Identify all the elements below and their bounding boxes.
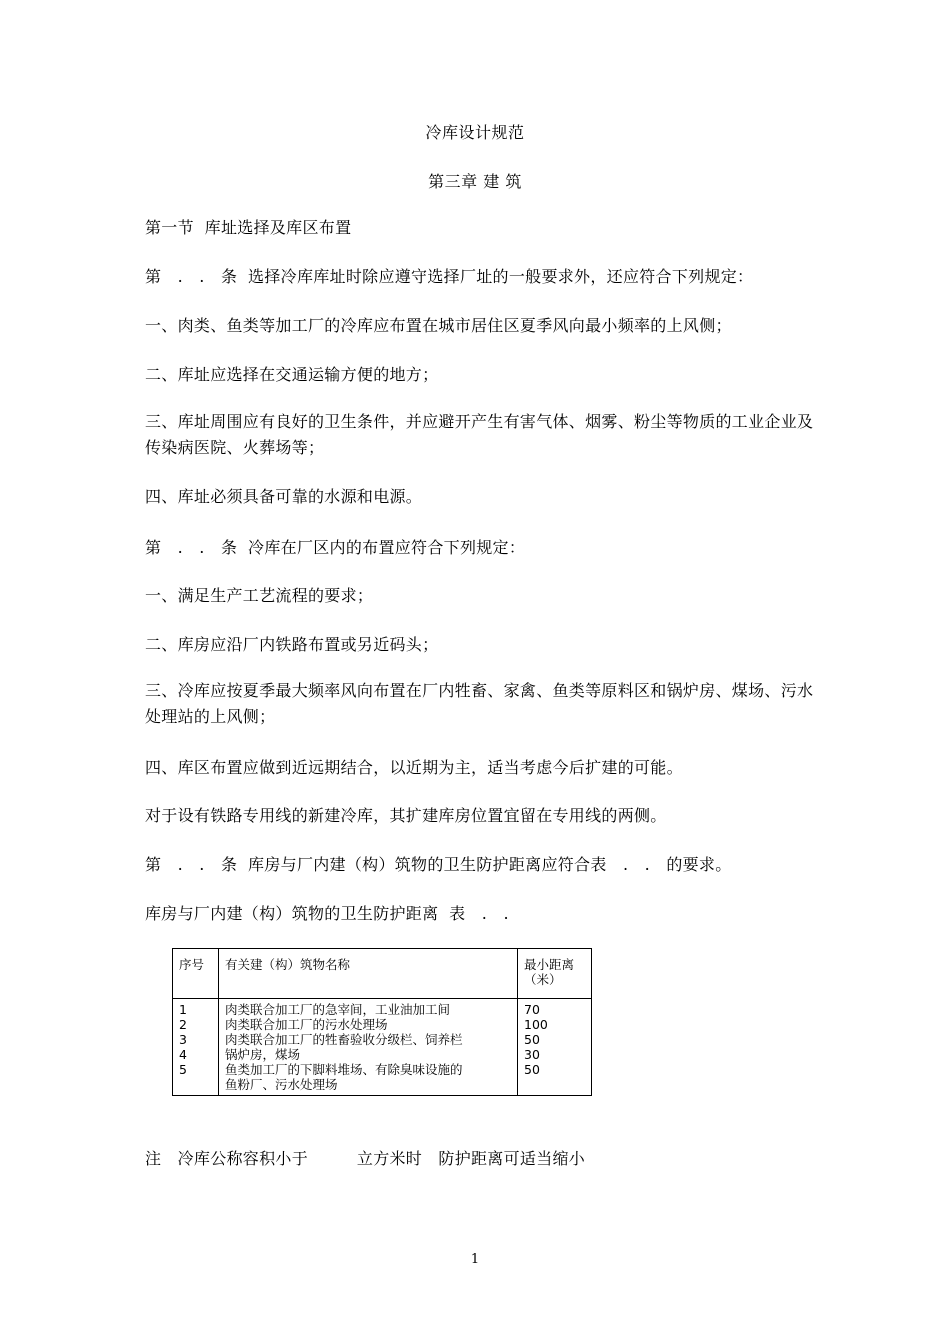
paragraph: 二、库房应沿厂内铁路布置或另近码头； (145, 635, 439, 654)
paragraph: 二、库址应选择在交通运输方便的地方； (145, 365, 439, 384)
facility-name: 肉类联合加工厂的急宰间，工业油加工间 (225, 1002, 451, 1017)
facility-name: 鱼粉厂、污水处理场 (225, 1077, 338, 1092)
paragraph: 一、满足生产工艺流程的要求； (145, 586, 374, 605)
min-distance: 50 (524, 1032, 540, 1047)
paragraph: 对于设有铁路专用线的新建冷库，其扩建库房位置宜留在专用线的两侧。 (145, 806, 667, 825)
name-cell (219, 999, 518, 1096)
section-heading: 第一节 库址选择及库区布置 (145, 218, 352, 237)
paragraph: 三、冷库应按夏季最大频率风向布置在厂内牲畜、家禽、鱼类等原料区和锅炉房、煤场、污水处理站的上风侧； (145, 681, 814, 726)
paragraph: 第 . . 条 选择冷库库址时除应遵守选择厂址的一般要求外，还应符合下列规定： (145, 267, 754, 286)
row-number: 5 (179, 1062, 187, 1077)
chapter-heading: 第三章 建 筑 (428, 172, 522, 191)
table-header-row (173, 949, 592, 999)
table-body-row (173, 999, 592, 1096)
min-distance: 70 (524, 1002, 540, 1017)
min-distance: 50 (524, 1062, 540, 1077)
paragraph: 三、库址周围应有良好的卫生条件，并应避开产生有害气体、烟雾、粉尘等物质的工业企业及传染病医院、火葬场等； (145, 412, 814, 457)
distance-cell (518, 999, 592, 1096)
table-caption: 库房与厂内建（构）筑物的卫生防护距离 表 . . (145, 904, 509, 923)
facility-name: 锅炉房，煤场 (225, 1047, 301, 1062)
row-number: 1 (179, 1002, 187, 1017)
paragraph: 第 . . 条 冷库在厂区内的布置应符合下列规定： (145, 538, 526, 557)
header-name: 有关建（构）筑物名称 (219, 949, 518, 999)
header-number: 序号 (173, 949, 219, 999)
page-number: 1 (470, 1252, 480, 1267)
paragraph: 四、库址必须具备可靠的水源和电源。 (145, 487, 423, 506)
document-title: 冷库设计规范 (425, 123, 525, 142)
facility-name: 肉类联合加工厂的牲畜验收分级栏、饲养栏 (225, 1032, 463, 1047)
min-distance: 30 (524, 1047, 540, 1062)
row-number: 3 (179, 1032, 187, 1047)
min-distance: 100 (524, 1017, 548, 1032)
paragraph: 第 . . 条 库房与厂内建（构）筑物的卫生防护距离应符合表 . . 的要求。 (145, 855, 732, 874)
row-number: 4 (179, 1047, 187, 1062)
paragraph: 一、肉类、鱼类等加工厂的冷库应布置在城市居住区夏季风向最小频率的上风侧； (145, 316, 732, 335)
facility-name: 鱼类加工厂的下脚料堆场、有除臭味设施的 (225, 1062, 463, 1077)
row-number: 2 (179, 1017, 187, 1032)
paragraph: 四、库区布置应做到近远期结合，以近期为主，适当考虑今后扩建的可能。 (145, 758, 683, 777)
number-cell (173, 999, 219, 1096)
facility-name: 肉类联合加工厂的污水处理场 (225, 1017, 388, 1032)
table-note: 注 冷库公称容积小于 立方米时 防护距离可适当缩小 (145, 1149, 586, 1168)
protection-distance-table (172, 948, 592, 1096)
header-distance: 最小距离（米） (518, 949, 592, 999)
